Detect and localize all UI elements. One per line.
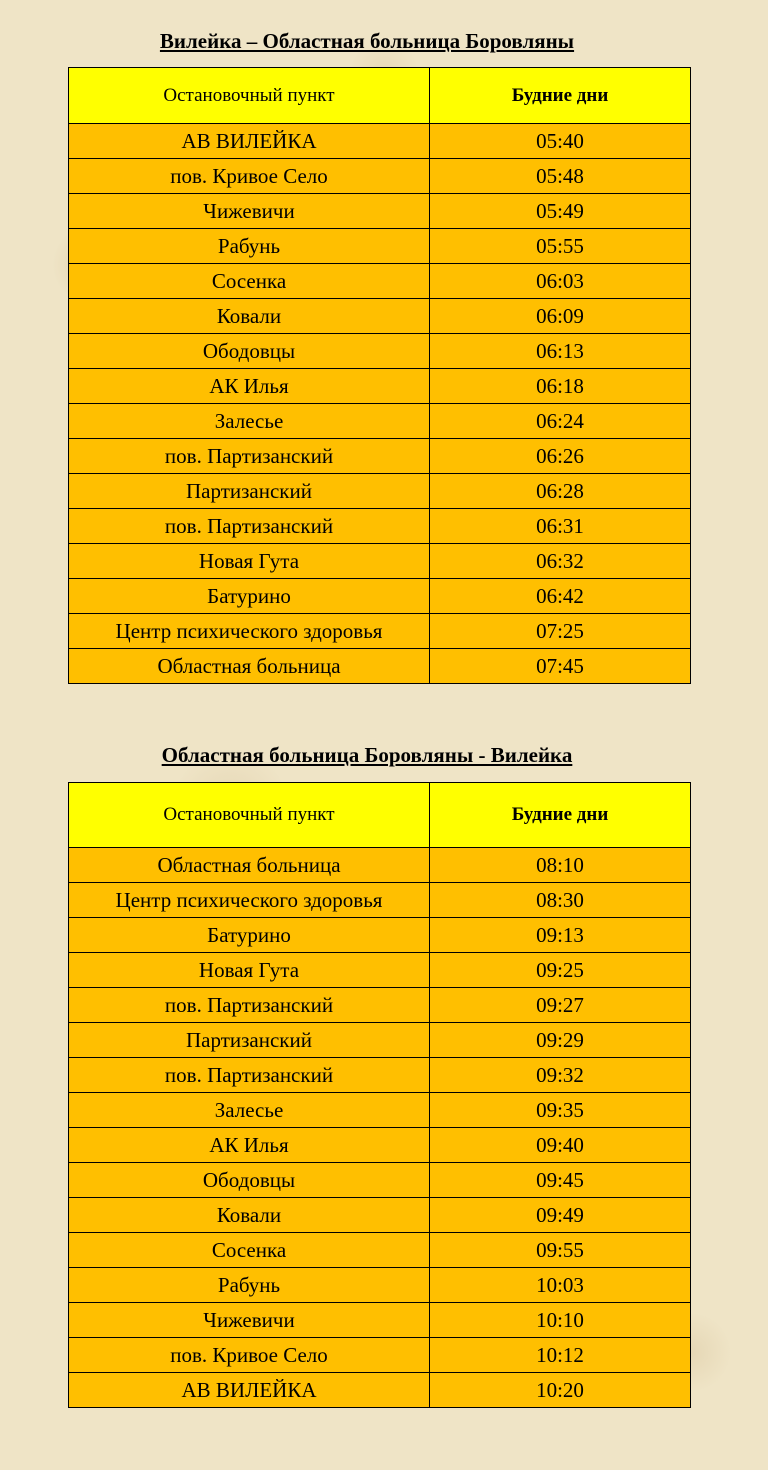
table-row (69, 299, 691, 334)
table-row (69, 1163, 691, 1198)
stop-name-cell: Центр психического здоровья (69, 614, 430, 649)
table-row (69, 918, 691, 953)
table-row (69, 159, 691, 194)
timetable-borovlyany-vileyka (68, 782, 691, 1408)
stop-name-cell: пов. Партизанский (69, 988, 430, 1023)
table-row (69, 194, 691, 229)
stop-name-cell: Рабунь (69, 229, 430, 264)
stop-name-cell: Новая Гута (69, 953, 430, 988)
table-body (69, 124, 691, 684)
departure-time-cell: 06:13 (430, 334, 691, 369)
stop-name-cell: Партизанский (69, 474, 430, 509)
timetable-vileyka-borovlyany (68, 67, 691, 684)
departure-time-cell: 09:35 (430, 1093, 691, 1128)
table-row (69, 649, 691, 684)
stop-name-cell: АВ ВИЛЕЙКА (69, 1373, 430, 1408)
table-row (69, 404, 691, 439)
departure-time-cell: 06:32 (430, 544, 691, 579)
departure-time-cell: 05:40 (430, 124, 691, 159)
stop-name-cell: Рабунь (69, 1268, 430, 1303)
departure-time-cell: 08:30 (430, 883, 691, 918)
column-header-weekdays: Будние дни (430, 783, 691, 848)
stop-name-cell: Новая Гута (69, 544, 430, 579)
stop-name-cell: АК Илья (69, 369, 430, 404)
departure-time-cell: 09:27 (430, 988, 691, 1023)
table-header-row (69, 783, 691, 848)
departure-time-cell: 10:03 (430, 1268, 691, 1303)
table-row (69, 1338, 691, 1373)
table-row (69, 509, 691, 544)
table-body (69, 848, 691, 1408)
departure-time-cell: 09:49 (430, 1198, 691, 1233)
departure-time-cell: 09:29 (430, 1023, 691, 1058)
stop-name-cell: пов. Партизанский (69, 509, 430, 544)
table-row (69, 883, 691, 918)
departure-time-cell: 07:45 (430, 649, 691, 684)
table-row (69, 334, 691, 369)
table-row (69, 1023, 691, 1058)
departure-time-cell: 10:20 (430, 1373, 691, 1408)
stop-name-cell: АК Илья (69, 1128, 430, 1163)
stop-name-cell: АВ ВИЛЕЙКА (69, 124, 430, 159)
column-header-weekdays: Будние дни (430, 68, 691, 124)
column-header-stop: Остановочный пункт (69, 783, 430, 848)
route-title-borovlyany-vileyka: Областная больница Боровляны - Вилейка (161, 743, 573, 767)
stop-name-cell: Сосенка (69, 1233, 430, 1268)
stop-name-cell: Батурино (69, 579, 430, 614)
departure-time-cell: 06:09 (430, 299, 691, 334)
stop-name-cell: Центр психического здоровья (69, 883, 430, 918)
departure-time-cell: 06:26 (430, 439, 691, 474)
table-header-row (69, 68, 691, 124)
table-row (69, 953, 691, 988)
table-row (69, 124, 691, 159)
stop-name-cell: Ковали (69, 1198, 430, 1233)
table-row (69, 1268, 691, 1303)
table-row (69, 264, 691, 299)
stop-name-cell: Залесье (69, 404, 430, 439)
departure-time-cell: 09:32 (430, 1058, 691, 1093)
stop-name-cell: Чижевичи (69, 1303, 430, 1338)
column-header-stop: Остановочный пункт (69, 68, 430, 124)
table-row (69, 1233, 691, 1268)
table-row (69, 1128, 691, 1163)
table-row (69, 1303, 691, 1338)
table-row (69, 369, 691, 404)
table-row (69, 848, 691, 883)
stop-name-cell: Батурино (69, 918, 430, 953)
departure-time-cell: 09:13 (430, 918, 691, 953)
table-row (69, 988, 691, 1023)
stop-name-cell: пов. Кривое Село (69, 159, 430, 194)
departure-time-cell: 05:55 (430, 229, 691, 264)
route-title-vileyka-borovlyany: Вилейка – Областная больница Боровляны (159, 29, 575, 53)
stop-name-cell: Ковали (69, 299, 430, 334)
stop-name-cell: пов. Партизанский (69, 1058, 430, 1093)
table-row (69, 439, 691, 474)
departure-time-cell: 05:48 (430, 159, 691, 194)
departure-time-cell: 06:28 (430, 474, 691, 509)
table-row (69, 229, 691, 264)
stop-name-cell: Областная больница (69, 649, 430, 684)
departure-time-cell: 06:42 (430, 579, 691, 614)
stop-name-cell: Ободовцы (69, 1163, 430, 1198)
departure-time-cell: 09:40 (430, 1128, 691, 1163)
departure-time-cell: 09:55 (430, 1233, 691, 1268)
stop-name-cell: пов. Партизанский (69, 439, 430, 474)
table-row (69, 474, 691, 509)
departure-time-cell: 10:10 (430, 1303, 691, 1338)
stop-name-cell: пов. Кривое Село (69, 1338, 430, 1373)
departure-time-cell: 07:25 (430, 614, 691, 649)
departure-time-cell: 10:12 (430, 1338, 691, 1373)
departure-time-cell: 09:25 (430, 953, 691, 988)
table-row (69, 579, 691, 614)
stop-name-cell: Партизанский (69, 1023, 430, 1058)
stop-name-cell: Ободовцы (69, 334, 430, 369)
departure-time-cell: 06:24 (430, 404, 691, 439)
departure-time-cell: 05:49 (430, 194, 691, 229)
table-row (69, 1058, 691, 1093)
stop-name-cell: Областная больница (69, 848, 430, 883)
departure-time-cell: 06:03 (430, 264, 691, 299)
table-row (69, 544, 691, 579)
stop-name-cell: Залесье (69, 1093, 430, 1128)
table-row (69, 614, 691, 649)
departure-time-cell: 06:18 (430, 369, 691, 404)
stop-name-cell: Чижевичи (69, 194, 430, 229)
departure-time-cell: 08:10 (430, 848, 691, 883)
departure-time-cell: 09:45 (430, 1163, 691, 1198)
table-row (69, 1373, 691, 1408)
table-row (69, 1198, 691, 1233)
table-row (69, 1093, 691, 1128)
stop-name-cell: Сосенка (69, 264, 430, 299)
departure-time-cell: 06:31 (430, 509, 691, 544)
